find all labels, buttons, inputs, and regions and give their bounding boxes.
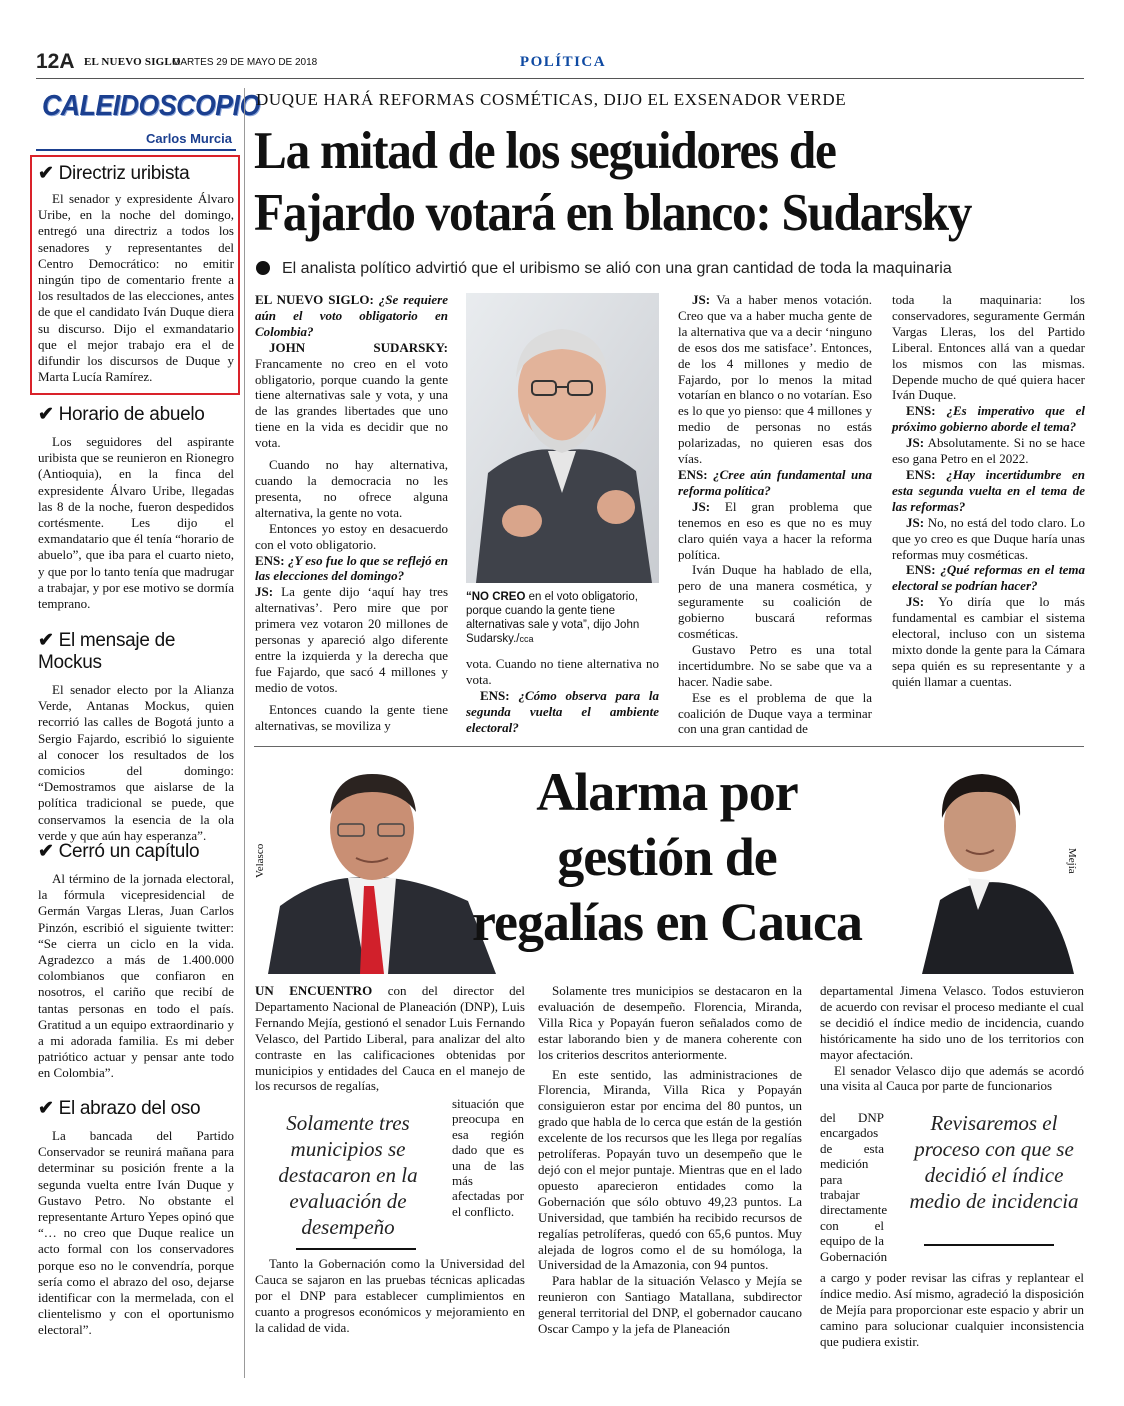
- article2-column-1: UN ENCUENTRO con del director del Departamento Nacional de Planeación (DNP), Luis Fernando Mejía, gestionó el senador Luis Fernando Velasco, del Partido Liberal, para analizar del alto contraste en las calificaciones obtenidas por municipios y entidades del Cauca en el manejo de los recursos de regalías,: [255, 983, 525, 1094]
- brief-item-3: [38, 629, 234, 844]
- article2-column-3-tail: a cargo y poder revisar las cifras y replantear el índice medio. Así mismo, agradeció la disposición de Mejía para proporcionar este espacio y abrir un camino para solucionar cualquier inconsistencia que pudiera existir.: [820, 1270, 1084, 1349]
- photo-label-velasco: Velasco: [254, 843, 266, 878]
- brief-item-1: [38, 162, 234, 385]
- article-kicker: DUQUE HARÁ REFORMAS COSMÉTICAS, DIJO EL EXSENADOR VERDE: [256, 90, 847, 109]
- brief-body: El senador y expresidente Álvaro Uribe, en la noche del domingo, entregó una directriz a todos los senadores y representantes del Centro Democrático: no emitir ningún tipo de comentario frente a los resultados de las elecciones, antes de que el candidato Iván Duque diera su discurso. Dijo el exmandatario que el mejor trabajo era el de difundir los discursos de Duque y Marta Lucía Ramírez.: [38, 191, 234, 385]
- column-title: CALEIDOSCOPIO: [42, 90, 260, 122]
- pull-quote-1: Solamente tres municipios se destacaron en la evaluación de desempeño: [278, 1111, 418, 1239]
- article2-column-3-narrow: del DNP encargados de esta medición para trabajar directamente con el equipo de la Gobernación: [820, 1110, 888, 1264]
- photo-caption: “NO CREO en el voto obligatorio, porque cuando la gente tiene alternativas sale y vota”, dijo John Sudarsky./cca: [466, 591, 640, 645]
- brief-title: Cerró un capítulo: [58, 841, 200, 862]
- brief-title: El abrazo del oso: [58, 1098, 201, 1119]
- check-icon: ✔: [38, 163, 54, 184]
- article-subhead: El analista político advirtió que el uribismo se alió con una gran cantidad de toda la maquinaria: [256, 260, 952, 278]
- column-author: Carlos Murcia: [146, 131, 232, 146]
- article-headline: La mitad de los seguidores de Fajardo votará en blanco: Sudarsky: [254, 122, 972, 242]
- page-number: 12A: [36, 50, 75, 73]
- brief-title: El mensaje de Mockus: [38, 630, 176, 673]
- issue-date: MARTES 29 DE MAYO DE 2018: [172, 57, 318, 68]
- article2-column-2: Solamente tres municipios se destacaron en la evaluación de desempeño. Florencia, Miranda, Villa Rica y Popayán fueron señalados como de estar laborando bien y de manera coherente con los criterios descritos anteriormente. En este sentido, las administraciones de Florencia, Miranda, Villa Rica y Popayán consiguieron estar por encima del 80 puntos, un grado que habla de lo cerca que están de la gestión excelente de los recursos que les llega por regalías petrolíferas. Popayán tuvo un desempeño que le dejó con el mejor puntaje. Mientras que en el lado opuesto aparecieron entidades como la Gobernación que sólo obtuvo 49,23 puntos. La Universidad, que también ha recibido recursos de regalías petrolíferas, quedó con 65,6 puntos. Muy alejada de logros como el de su homóloga, la Universidad de la Amazonia, con 94 puntos. Para hablar de la situación Velasco y Mejía se reunieron con Santiago Matallana, subdirector general territorial del DNP, el gobernador caucano Oscar Campo y la jefa de Planeación: [538, 983, 802, 1337]
- brief-body: El senador electo por la Alianza Verde, Antanas Mockus, quien recorrió las calles de Bogotá junto a Sergio Fajardo, escribió lo siguiente al conocer los resultados de los comicios del domingo: “Demostramos que aislarse de la política tradicional se puede, que conservamos la esencia de la ola verde y que aún hay esperanza”.: [38, 682, 234, 843]
- pull-quote-rule: [924, 1244, 1054, 1246]
- article1-column-1: EL NUEVO SIGLO: ¿Se requiere aún el voto obligatorio en Colombia? JOHN SUDARSKY: Francamente no creo en el voto obligatorio, porque cuando la gente tiene alternativas sale y vota, y una de las grandes libertades que uno tiene en la vida es decidir que no vota. Cuando no hay alternativa, cuando la democracia no les presenta, no ofrece alguna alternativa, la gente no vota. Entonces yo estoy en desacuerdo con el voto obligatorio. ENS: ¿Y eso fue lo que se reflejó en las elecciones del domingo? JS: La gente dijo ‘aquí hay tres alternativas’. Pero mire que por primera vez votaron 20 millones de personas y apareció algo diferente entre la izquierda y la derecha que fue Fajardo, que sacó 4 millones y medio de votos. Entonces cuando la gente tiene alternativas, se moviliza y: [255, 292, 449, 733]
- pull-quote-rule: [296, 1248, 416, 1250]
- brief-title: Directriz uribista: [58, 163, 190, 184]
- publication-name: EL NUEVO SIGLO: [84, 56, 181, 68]
- brief-item-5: [38, 1097, 234, 1339]
- bullet-icon: [256, 261, 270, 275]
- article2-column-1-narrow: situación que preocupa en esa región dado que es una de las más afectadas por el conflicto.: [452, 1096, 524, 1219]
- brief-title: Horario de abuelo: [58, 404, 205, 425]
- article2-column-1-tail: Tanto la Gobernación como la Universidad del Cauca se sajaron en las pruebas técnicas aplicadas por el DNP para establecer cumplimientos en cuanto a progresos económicos y mejoramiento en la calidad de vida.: [255, 1256, 525, 1335]
- article2-headline: Alarma por gestión de regalías en Cauca: [472, 762, 862, 952]
- brief-body: Los seguidores del aspirante uribista que se reunieron en Rionegro (Antioquia), en la finca del expresidente Álvaro Uribe, llegadas las 8 de la noche, fueron despedidos cortésmente. Les dijo el exmandatario que él tenía “horario de abuelo”, que iba para el cuarto nieto, y que por lo tanto tenía que madrugar a trabajar, y por ese motivo se dormía temprano.: [38, 434, 234, 612]
- article1-column-4: toda la maquinaria: los conservadores, seguramente Germán Vargas Lleras, los del Partido Liberal. Entonces allá van a quedar los mismos con las mismas. Depende mucho de qué quiera hacer Iván Duque. ENS: ¿Es imperativo que el próximo gobierno aborde el tema? JS: Absolutamente. Si no se hace eso gana Petro en el 2022. ENS: ¿Hay incertidumbre en esta segunda vuelta en el tema de las reformas? JS: No, no está del todo claro. Lo que yo creo es que Duque haría unas reformas muy cosméticas. ENS: ¿Qué reformas en el tema electoral se podrían hacer? JS: Yo diría que lo más fundamental es cambiar el sistema electoral, incluso con un sistema mixto donde la gente para la Cámara sepa quién es su representante y a quién llamar a cuentas.: [892, 292, 1086, 689]
- check-icon: ✔: [38, 630, 54, 651]
- check-icon: ✔: [38, 1098, 54, 1119]
- brief-body: Al término de la jornada electoral, la fórmula vicepresidencial de Germán Vargas Lleras, Juan Carlos Pinzón, escribió el siguiente twitter: “Se cierra un ciclo en la vida. Agradezco a más de 1.400.000 colombianos que confiaron en nosotros, el cariño que recibí de tantas personas en todo el país. Gratitud a un equipo extraordinario y a mi adorada familia. Es mi deber patriótico actuar y pensar ante todo en Colombia”.: [38, 871, 234, 1081]
- article-divider: [254, 746, 1084, 747]
- brief-body: La bancada del Partido Conservador se reunirá mañana para determinar su posición frente a la segunda vuelta entre Iván Duque y Gustavo Petro. No obstante el representante Arturo Yepes opinó que “… no creo que Duque realice un acto formal con los conservadores porque eso no le convendría, porque sería como el abrazo del oso, dejarse identificar con la mermelada, con el clientelismo y con el oportunismo electoral”.: [38, 1128, 234, 1338]
- sudarsky-photo: [466, 293, 659, 583]
- article1-column-3: JS: Va a haber menos votación. Creo que va a haber mucha gente de la alternativa que va a decir ‘ninguno de esos dos me satisface’. Entonces, de los 4 millones y medio de Fajardo, por lo menos la mitad votarían en blanco o no votarían. Eso es lo que yo pienso: que 4 millones y medio de personas no estás polarizadas, no quieren esas dos vías. ENS: ¿Cree aún fundamental una reforma política? JS: El gran problema que tenemos en eso es que no es muy claro quién vaya a hacer la reforma política. Iván Duque ha hablado de ella, pero de una manera cosmética, y seguramente su coalición de gobierno buscará reformas cosméticas. Gustavo Petro es una total incertidumbre. No se sabe que va a hacer. Nadie sabe. Ese es el problema de que la coalición de Duque vaya a terminar con una gran cantidad de: [678, 292, 873, 737]
- check-icon: ✔: [38, 841, 54, 862]
- header-rule: [36, 78, 1084, 79]
- article2-column-3: departamental Jimena Velasco. Todos estuvieron de acuerdo con revisar el proceso mediante el cual se decidió el índice medio de incidencia, cuando históricamente ha sido uno de los territorios con mayor afectación. El senador Velasco dijo que además se acordó una visita al Cauca por parte de funcionarios: [820, 983, 1084, 1094]
- section-label: POLÍTICA: [519, 54, 607, 70]
- brief-item-4: [38, 840, 234, 1082]
- pull-quote-2: Revisaremos el proceso con que se decidió el índice medio de incidencia: [909, 1111, 1079, 1213]
- column-rule: [36, 149, 236, 151]
- column-divider: [244, 88, 245, 1378]
- mejia-photo: [882, 760, 1082, 974]
- brief-item-2: [38, 403, 234, 612]
- article1-column-2: vota. Cuando no tiene alternativa no vota. ENS: ¿Cómo observa para la segunda vuelta el ambiente electoral?: [466, 656, 659, 735]
- photo-label-mejia: Mejía: [1066, 848, 1078, 874]
- check-icon: ✔: [38, 404, 54, 425]
